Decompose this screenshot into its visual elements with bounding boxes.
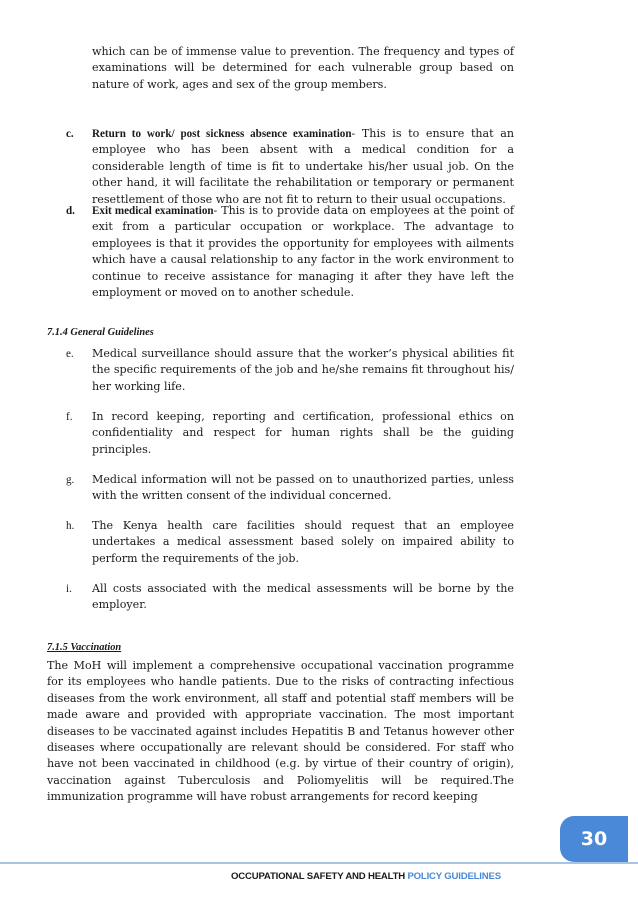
list-item-h (66, 518, 514, 568)
list-item-d (66, 203, 514, 303)
list-marker: f. (66, 411, 73, 423)
footer-title (231, 871, 501, 882)
list-item-body: - This is to ensure that an employee who has been absent with a medical condition for a considerable length of time is fit to undertake his/her usual job. On the other hand, it will facilitate the rehabilitation or temporary or permanent resettlement of those who are not fit to return to their usual occupations. (92, 127, 514, 206)
list-marker: c. (66, 128, 74, 140)
list-item-f (66, 409, 514, 459)
list-item-text: Medical surveillance should assure that the worker’s physical abilities fit the specific requirements of the job and he/she remains fit throughout his/ her working life. (92, 347, 514, 393)
list-marker: e. (66, 348, 74, 360)
list-marker: g. (66, 474, 75, 486)
list-item-title: Exit medical examination (92, 205, 214, 217)
list-item-text (92, 203, 514, 301)
list-item-i (66, 581, 514, 615)
vaccination-paragraph: The MoH will implement a comprehensive occupational vaccination programme for its employees who handle patients. Due to the risks of contracting infectious diseases from the work environment, all staff and potential staff members will be made aware and provided with appropriate vaccination. The most important diseases to be vaccinated against includes Hepatitis B and Tetanus however other diseases where occupationally are relevant should be considered. For staff who have not been vaccinated in childhood (e.g. by virtue of their country of origin), vaccination against Tuberculosis and Poliomyelitis will be required.The immunization programme will have robust arrangements for record keeping (47, 659, 514, 804)
list-marker: d. (66, 205, 75, 217)
footer-title-main: OCCUPATIONAL SAFETY AND HEALTH (231, 871, 405, 882)
intro-paragraph: which can be of immense value to prevention. The frequency and types of examinations will be determined for each vulnerable group based on nature of work, ages and sex of the group members. (92, 45, 514, 91)
list-item-text: Medical information will not be passed on to unauthorized parties, unless with the written consent of the individual concerned. (92, 473, 514, 503)
list-item-c (66, 126, 514, 206)
list-item-text (92, 126, 514, 208)
list-item-g (66, 472, 514, 506)
page-number-badge: 30 (560, 816, 628, 862)
list-item-text: All costs associated with the medical assessments will be borne by the employer. (92, 582, 514, 612)
list-marker: h. (66, 520, 75, 532)
list-item-e (66, 346, 514, 396)
section-heading-vaccination: 7.1.5 Vaccination (47, 642, 122, 653)
list-item-text: In record keeping, reporting and certification, professional ethics on confidentiality and respect for human rights shall be the guiding principles. (92, 410, 514, 456)
list-item-text: The Kenya health care facilities should request that an employee undertakes a medical assessment based solely on impaired ability to perform the requirements of the job. (92, 519, 514, 565)
footer-divider (0, 862, 638, 864)
list-marker: i. (66, 583, 72, 595)
list-item-title: Return to work/ post sickness absence examination (92, 128, 352, 140)
list-item-body: - This is to provide data on employees at the point of exit from a particular occupation or workplace. The advantage to employees is that it provides the opportunity for employees with ailments which have a causal relationship to any factor in the work environment to continue to receive assistance for managing it after they have left the employment or moved on to another schedule. (92, 204, 514, 300)
footer-title-accent: POLICY GUIDELINES (407, 871, 501, 882)
section-heading-general-guidelines: 7.1.4 General Guidelines (47, 327, 154, 338)
